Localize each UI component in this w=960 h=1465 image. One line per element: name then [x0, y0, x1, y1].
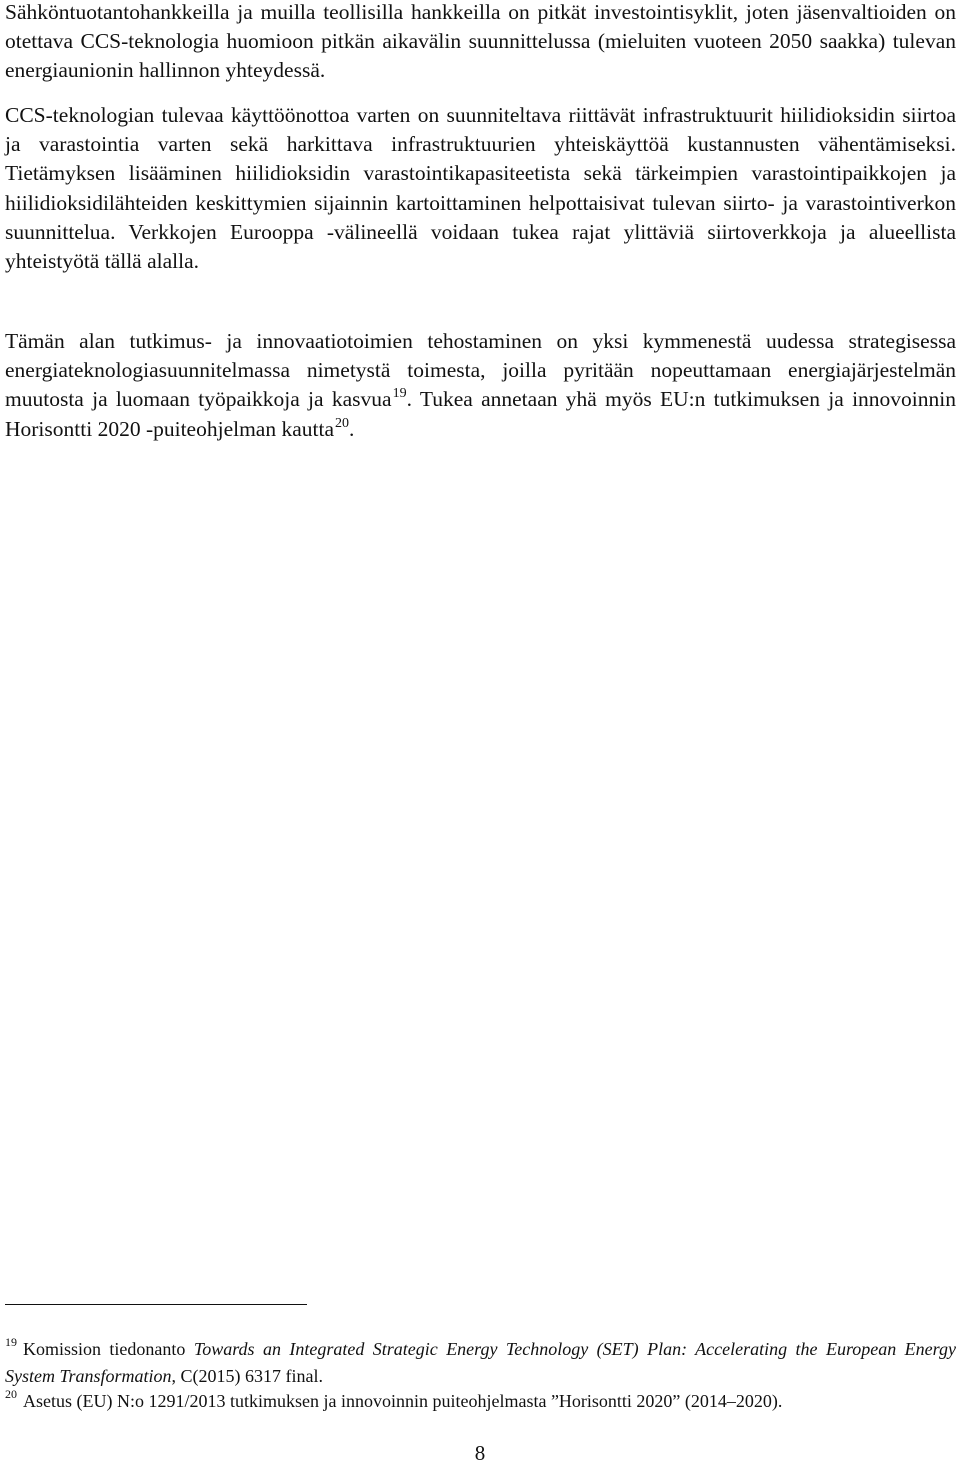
footnote-reference-20[interactable]: 20: [335, 415, 350, 431]
footnote-19: [5, 1336, 956, 1389]
footnote-number: 19: [5, 1335, 17, 1349]
footnotes: [5, 1336, 956, 1415]
paragraph-ccs-infrastructure: CCS-teknologian tulevaa käyttöönottoa varten on suunniteltava riittävät infrastruktuurit hiilidioksidin siirtoa ja varastointia varten sekä harkittava infrastruktuurien yhteiskäyttöä kustannusten vähentämiseksi. Tietämyksen lisääminen hiilidioksidin varastointikapasiteetista sekä tärkeimpien varastointipaikkojen ja hiilidioksidilähteiden keskittymien sijainnin kartoittaminen helpottaisivat tulevan siirto- ja varastointiverkon suunnittelua. Verkkojen Eurooppa -välineellä voidaan tukea rajat ylittäviä siirtoverkkoja ja alueellista yhteistyötä tällä alalla.: [5, 103, 956, 274]
paragraph-text: . Tukea annetaan yhä myös EU:n tutkimuksen ja innovoinnin Horisontti 2020 -puiteohjelman kautta: [5, 387, 956, 441]
footnote-title: Towards an Integrated Strategic Energy Technology (SET) Plan: Accelerating the European Energy System Transformation: [5, 1339, 956, 1386]
footnote-number: 20: [5, 1387, 17, 1401]
footnote-text: Komission tiedonanto: [23, 1339, 194, 1359]
page-number: 8: [474, 1441, 486, 1465]
footnote-reference-19[interactable]: 19: [392, 386, 407, 402]
paragraph-text: .: [349, 416, 355, 441]
paragraph-investment-cycles: Sähköntuotantohankkeilla ja muilla teollisilla hankkeilla on pitkät investointisyklit, joten jäsenvaltioiden on otettava CCS-teknologia huomioon pitkän aikavälin suunnittelussa (mieluiten vuoteen 2050 saakka) tulevan energiaunionin hallinnon yhteydessä.: [5, 0, 956, 83]
paragraph-research-innovation: [5, 327, 956, 444]
paragraph-text: Tämän alan tutkimus- ja innovaatiotoimien tehostaminen on yksi kymmenestä uudessa strategisessa energiateknologiasuunnitelmassa nimetystä toimesta, joilla pyritään nopeuttamaan energiajärjestelmän muutosta ja luomaan työpaikkoja ja kasvua: [5, 329, 956, 412]
footnote-text: Asetus (EU) N:o 1291/2013 tutkimuksen ja innovoinnin puiteohjelmasta ”Horisontti 2020” (2014–2020).: [23, 1391, 783, 1411]
footnote-text: , C(2015) 6317 final.: [171, 1365, 324, 1386]
footnote-separator: [5, 1304, 307, 1305]
footnote-20: [5, 1388, 956, 1415]
